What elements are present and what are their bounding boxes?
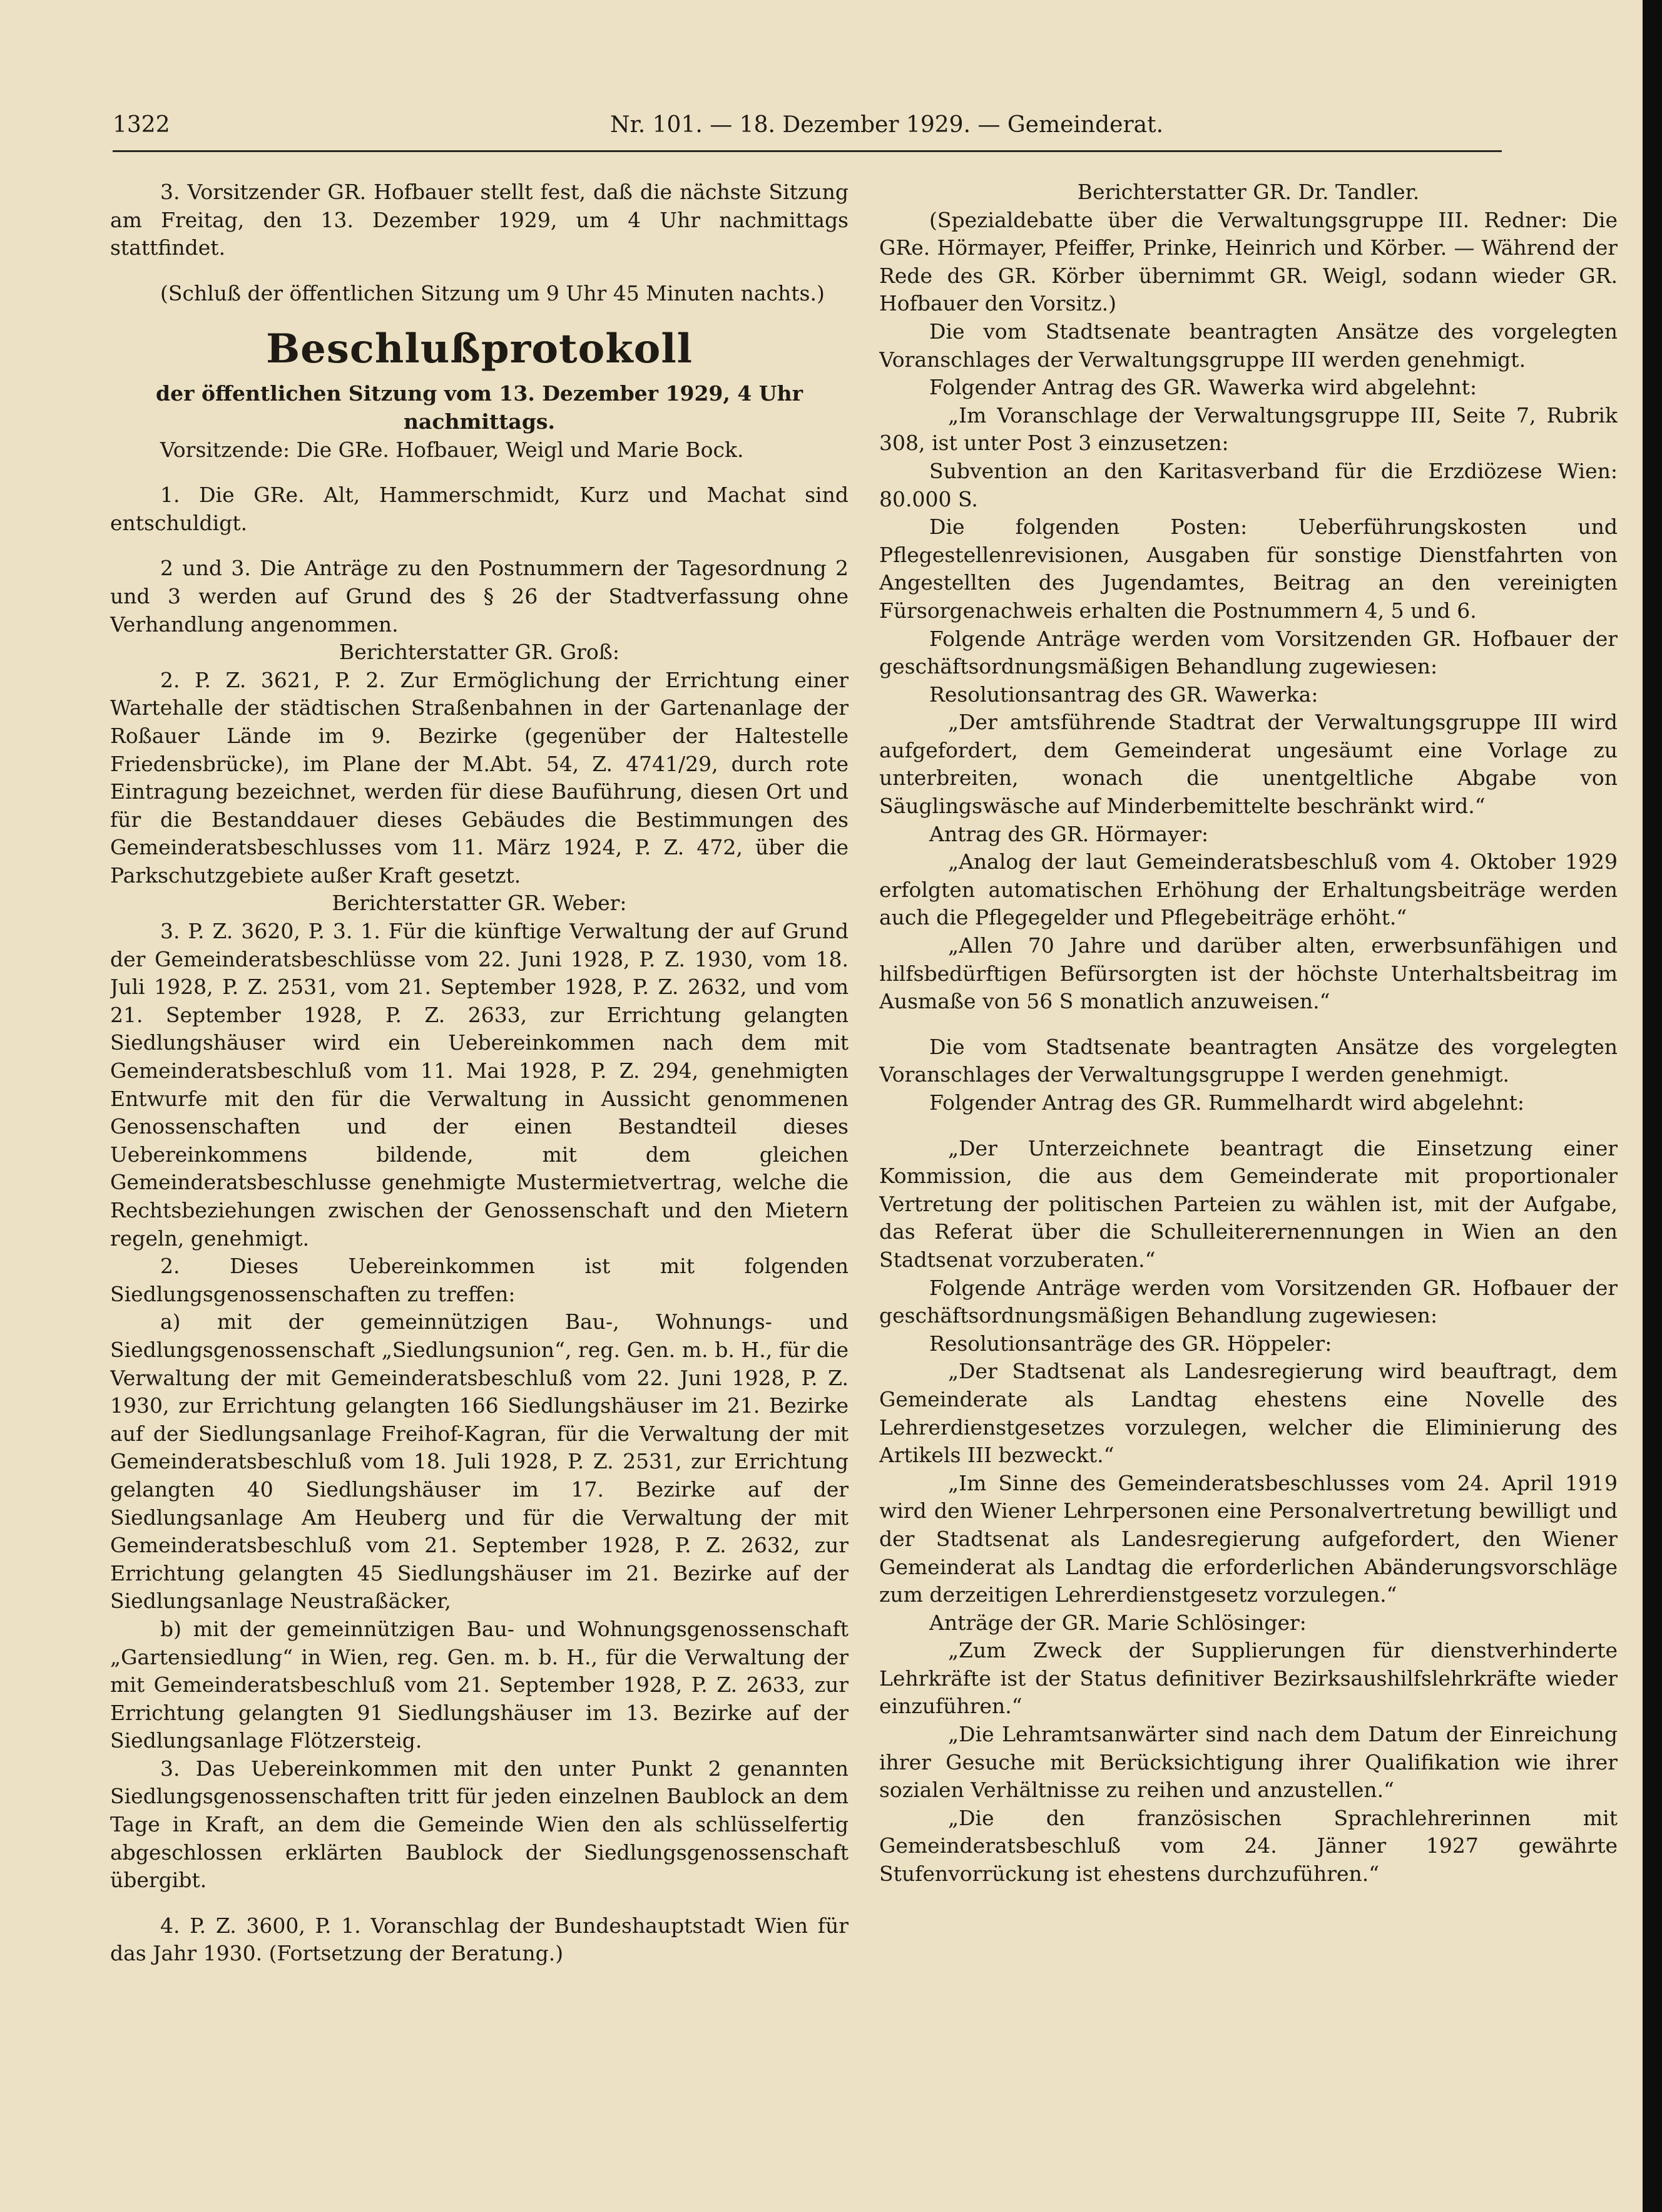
paragraph: b) mit der gemeinnützigen Bau- und Wohnungsgenossenschaft „Gartensiedlung“ in Wien, reg. Gen. m. b. H., für die Verwaltung der mit Gemeinderatsbeschluß vom 21. September 1928, P. Z. 2633, zur Errichtung gelangten 91 Siedlungshäuser im 13. Bezirke auf der Siedlungsanlage Flötzersteig. — [110, 1616, 849, 1753]
paragraph: 3. P. Z. 3620, P. 3. 1. Für die künftige Verwaltung der auf Grund der Gemeinderatsbeschlüsse vom 22. Juni 1928, P. Z. 1930, vom 18. Juli 1928, P. Z. 2531, vom 21. September 1928, P. Z. 2632, und vom 21. September 1928, P. Z. 2633, zur Errichtung gelangten Siedlungshäuser wird ein Uebereinkommen nach dem mit Gemeinderatsbeschluß vom 11. Mai 1928, P. Z. 294, genehmigten Entwurfe mit den für die Verwaltung in Aussicht genommenen Genossenschaften und der einen Bestandteil dieses Uebereinkommens bildende, mit dem gleichen Gemeinderatsbeschlusse genehmigte Mustermietvertrag, welche die Rechtsbeziehungen zwischen der Genossenschaft und den Mietern regeln, genehmigt. — [110, 919, 849, 1251]
paragraph: 1. Die GRe. Alt, Hammerschmidt, Kurz und Machat sind entschuldigt. — [110, 483, 849, 535]
page-header — [113, 106, 1514, 144]
paragraph: Die folgenden Posten: Ueberführungskosten und Pflegestellenrevisionen, Ausgaben für sonstige Dienstfahrten von Angestellten des Jugendamtes, Beitrag an den vereinigten Fürsorgenachweis erhalten die Postnummern 4, 5 und 6. — [879, 515, 1618, 623]
quoted-motion: „Im Voranschlage der Verwaltungsgruppe III, Seite 7, Rubrik 308, ist unter Post 3 einzusetzen: — [879, 402, 1618, 456]
paragraph: Subvention an den Karitasverband für die Erzdiözese Wien: 80.000 S. — [879, 458, 1618, 511]
paragraph: Resolutionsantrag des GR. Wawerka: — [929, 682, 1318, 707]
quoted-motion: „Die den französischen Sprachlehrerinnen mit Gemeinderatsbeschluß vom 24. Jänner 1927 gewährte Stufenvorrückung ist ehestens durchzuführen.“ — [879, 1805, 1618, 1887]
running-head: Nr. 101. — 18. Dezember 1929. — Gemeinderat. — [610, 112, 1164, 138]
paragraph: 3. Vorsitzender GR. Hofbauer stellt fest, daß die nächste Sitzung am Freitag, den 13. Dezember 1929, um 4 Uhr nachmittags stattfindet. — [110, 180, 849, 260]
paragraph: Folgende Anträge werden vom Vorsitzenden GR. Hofbauer der geschäftsordnungsmäßigen Behandlung zugewiesen: — [879, 626, 1618, 679]
paragraph: 2. Dieses Uebereinkommen ist mit folgenden Siedlungsgenossenschaften zu treffen: — [110, 1254, 849, 1306]
quoted-motion: „Allen 70 Jahre und darüber alten, erwerbsunfähigen und hilfsbedürftigen Befürsorgten ist der höchste Unterhaltsbeitrag im Ausmaße von 56 S monatlich anzuweisen.“ — [879, 933, 1618, 1014]
paragraph: Die vom Stadtsenate beantragten Ansätze des vorgelegten Voranschlages der Verwaltungsgruppe I werden genehmigt. — [879, 1034, 1618, 1087]
quoted-motion: „Der amtsführende Stadtrat der Verwaltungsgruppe III wird aufgefordert, dem Gemeinderat ungesäumt eine Vorlage zu unterbreiten, wonach die unentgeltliche Abgabe von Säuglingswäsche auf Minderbemittelte beschränkt wird.“ — [879, 710, 1618, 819]
paragraph: 3. Das Uebereinkommen mit den unter Punkt 2 genannten Siedlungsgenossenschaften tritt für jeden einzelnen Baublock an dem Tage in Kraft, an dem die Gemeinde Wien den als schlüsselfertig abgeschlossen erklärten Baublock der Siedlungsgenossenschaft übergibt. — [110, 1756, 849, 1893]
paragraph: Anträge der GR. Marie Schlösinger: — [929, 1610, 1307, 1635]
section-title: Beschlußprotokoll — [266, 325, 693, 373]
quoted-motion: „Im Sinne des Gemeinderatsbeschlusses vom 24. April 1919 wird den Wiener Lehrpersonen eine Personalvertretung bewilligt und der Stadtsenat als Landesregierung aufgefordert, den Wiener Gemeinderat als Landtag die erforderlichen Abänderungsvorschläge zum derzeitigen Lehrerdienstgesetz vorzulegen.“ — [879, 1470, 1618, 1607]
paragraph: Vorsitzende: Die GRe. Hofbauer, Weigl und Marie Bock. — [160, 437, 744, 462]
paragraph: (Spezialdebatte über die Verwaltungsgruppe III. Redner: Die GRe. Hörmayer, Pfeiffer, Prinke, Heinrich und Körber. — Während der Rede des GR. Körber übernimmt GR. Weigl, sodann wieder GR. Hofbauer den Vorsitz.) — [879, 207, 1618, 316]
section-subtitle: der öffentlichen Sitzung vom 13. Dezember 1929, 4 Uhr nachmittags. — [156, 381, 803, 434]
speaker-heading: Berichterstatter GR. Dr. Tandler. — [1077, 180, 1420, 204]
quoted-motion: „Die Lehramtsanwärter sind nach dem Datum der Einreichung ihrer Gesuche mit Berücksichtigung ihrer Qualifikation wie ihrer sozialen Verhältnisse zu reihen und anzustellen.“ — [879, 1722, 1618, 1803]
paragraph: Die vom Stadtsenate beantragten Ansätze des vorgelegten Voranschlages der Verwaltungsgruppe III werden genehmigt. — [879, 319, 1618, 372]
paragraph: 4. P. Z. 3600, P. 1. Voranschlag der Bundeshauptstadt Wien für das Jahr 1930. (Fortsetzung der Beratung.) — [110, 1913, 849, 1966]
quoted-motion: „Der Stadtsenat als Landesregierung wird beauftragt, dem Gemeinderate als Landtag ehestens eine Novelle des Lehrerdienstgesetzes vorzulegen, welcher die Eliminierung des Artikels III bezweckt.“ — [879, 1359, 1618, 1468]
quoted-motion: „Zum Zweck der Supplierungen für dienstverhinderte Lehrkräfte ist der Status definitiver Bezirksaushilfslehrkräfte wieder einzuführen.“ — [879, 1638, 1618, 1719]
speaker-heading: Berichterstatter GR. Groß: — [339, 640, 619, 665]
paragraph: 2 und 3. Die Anträge zu den Postnummern der Tagesordnung 2 und 3 werden auf Grund des § 26 der Stadtverfassung ohne Verhandlung angenommen. — [110, 556, 849, 637]
paragraph: a) mit der gemeinnützigen Bau-, Wohnungs- und Siedlungsgenossenschaft „Siedlungsunion“, reg. Gen. m. b. H., für die Verwaltung der mit Gemeinderatsbeschluß vom 22. Juni 1928, P. Z. 1930, zur Errichtung gelangten 166 Siedlungshäuser im 21. Bezirke auf der Siedlungsanlage Freihof-Kagran, für die Verwaltung der mit Gemeinderatsbeschluß vom 18. Juli 1928, P. Z. 2531, zur Errichtung gelangten 40 Siedlungshäuser im 17. Bezirke auf der Siedlungsanlage Am Heuberg und für die Verwaltung der mit Gemeinderatsbeschluß vom 21. September 1928, P. Z. 2632, zur Errichtung gelangten 45 Siedlungshäuser im 21. Bezirke auf der Siedlungsanlage Neustraßäcker, — [110, 1309, 849, 1614]
paragraph: (Schluß der öffentlichen Sitzung um 9 Uhr 45 Minuten nachts.) — [160, 280, 825, 305]
page-number: 1322 — [113, 112, 170, 138]
paragraph: Folgender Antrag des GR. Wawerka wird abgelehnt: — [929, 375, 1477, 400]
right-column — [879, 178, 1618, 2150]
speaker-heading: Berichterstatter GR. Weber: — [332, 891, 627, 916]
left-column — [110, 178, 849, 2150]
paragraph: Folgender Antrag des GR. Rummelhardt wird abgelehnt: — [929, 1090, 1524, 1115]
header-rule — [113, 150, 1502, 152]
paragraph: 2. P. Z. 3621, P. 2. Zur Ermöglichung der Errichtung einer Wartehalle der städtischen Straßenbahnen in der Gartenanlage der Roßauer Lände im 9. Bezirke (gegenüber der Haltestelle Friedensbrücke), im Plane der M.Abt. 54, Z. 4741/29, durch rote Eintragung bezeichnet, werden für diese Bauführung, diesen Ort und für die Bestanddauer dieses Gebäudes die Bestimmungen des Gemeinderatsbeschlusses vom 11. März 1924, P. Z. 472, über die Parkschutzgebiete außer Kraft gesetzt. — [110, 667, 849, 888]
quoted-motion: „Der Unterzeichnete beantragt die Einsetzung einer Kommission, die aus dem Gemeinderate mit proportionaler Vertretung der politischen Parteien zu wählen ist, mit der Aufgabe, das Referat über die Schulleiterernennungen in Wien an den Stadtsenat vorzuberaten.“ — [879, 1135, 1618, 1272]
paragraph: Resolutionsanträge des GR. Höppeler: — [929, 1331, 1332, 1356]
paragraph: Folgende Anträge werden vom Vorsitzenden GR. Hofbauer der geschäftsordnungsmäßigen Behandlung zugewiesen: — [879, 1275, 1618, 1328]
paragraph: Antrag des GR. Hörmayer: — [929, 821, 1209, 846]
quoted-motion: „Analog der laut Gemeinderatsbeschluß vom 4. Oktober 1929 erfolgten automatischen Erhöhung der Erhaltungsbeiträge werden auch die Pflegegelder und Pflegebeiträge erhöht.“ — [879, 849, 1618, 930]
